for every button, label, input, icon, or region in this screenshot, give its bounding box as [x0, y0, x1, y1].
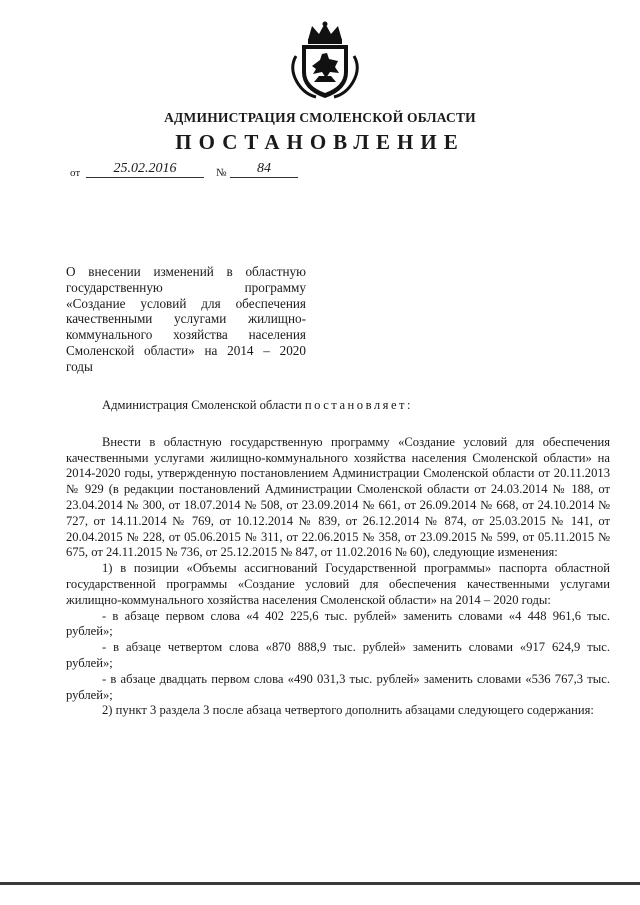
subject-line: Смоленской области» на 2014 – 2020	[66, 342, 306, 358]
date-label: от	[70, 167, 81, 179]
intro-resolves: постановляет:	[304, 398, 414, 412]
body-paragraph: 2) пункт 3 раздела 3 после абзаца четвертого дополнить абзацами следующего содержания:	[102, 703, 594, 718]
subject-line: государственную программу	[66, 279, 306, 295]
document-subject	[66, 264, 306, 375]
number-value: 84	[230, 160, 298, 178]
subject-line: годы	[66, 358, 93, 374]
intro-prefix: Администрация Смоленской области	[102, 398, 305, 412]
body-paragraph: - в абзаце четвертом слова «870 888,9 тыс. рублей» заменить словами «917 624,9 тыс. рублей»;	[66, 640, 610, 670]
body-paragraph: - в абзаце первом слова «4 402 225,6 тыс. рублей» заменить словами «4 448 961,6 тыс. рублей»;	[66, 608, 610, 639]
body-paragraph: 1) в позиции «Объемы ассигнований Государственной программы» паспорта областной государственной программы «Создание условий для обеспечения качественными услугами жилищно-коммунального хозяйства населения Смоленской области» на 2014 – 2020 годы:	[66, 561, 610, 607]
subject-line: качественными услугами жилищно-	[66, 311, 306, 327]
organization-name: АДМИНИСТРАЦИЯ СМОЛЕНСКОЙ ОБЛАСТИ	[164, 110, 476, 125]
subject-line: «Создание условий для обеспечения	[66, 295, 306, 311]
date-value: 25.02.2016	[86, 160, 204, 178]
body-paragraph: Внести в областную государственную программу «Создание условий для обеспечения качественными услугами жилищно-коммунального хозяйства населения Смоленской области» на 2014-2020 годы, утвержденную постановлением Администрации Смоленской области от 20.11.2013 № 929 (в редакции постановлений Администрации Смоленской области от 24.03.2014 № 188, от 23.04.2014 № 300, от 18.07.2014 № 508, от 23.09.2014 № 661, от 26.09.2014 № 668, от 24.10.2014 № 727, от 14.11.2014 № 769, от 10.12.2014 № 839, от 26.12.2014 № 874, от 25.03.2015 № 141, от 20.04.2015 № 228, от 05.06.2015 № 311, от 22.06.2015 № 358, от 23.09.2015 № 599, от 05.11.2015 № 675, от 24.11.2015 № 736, от 25.12.2015 № 847, от 11.02.2016 № 60), следующие изменения:	[66, 434, 610, 560]
number-label: №	[216, 167, 227, 179]
scan-edge-rule	[0, 882, 640, 885]
resolution-intro	[66, 398, 610, 414]
subject-line: О внесении изменений в областную	[66, 264, 306, 279]
body-paragraph: - в абзаце двадцать первом слова «490 031,3 тыс. рублей» заменить словами «536 767,3 тыс. рублей»;	[66, 671, 610, 702]
coat-of-arms-icon	[286, 20, 364, 100]
document-type: ПОСТАНОВЛЕНИЕ	[175, 130, 465, 154]
subject-line: коммунального хозяйства населения	[66, 327, 306, 343]
document-body	[66, 398, 610, 719]
